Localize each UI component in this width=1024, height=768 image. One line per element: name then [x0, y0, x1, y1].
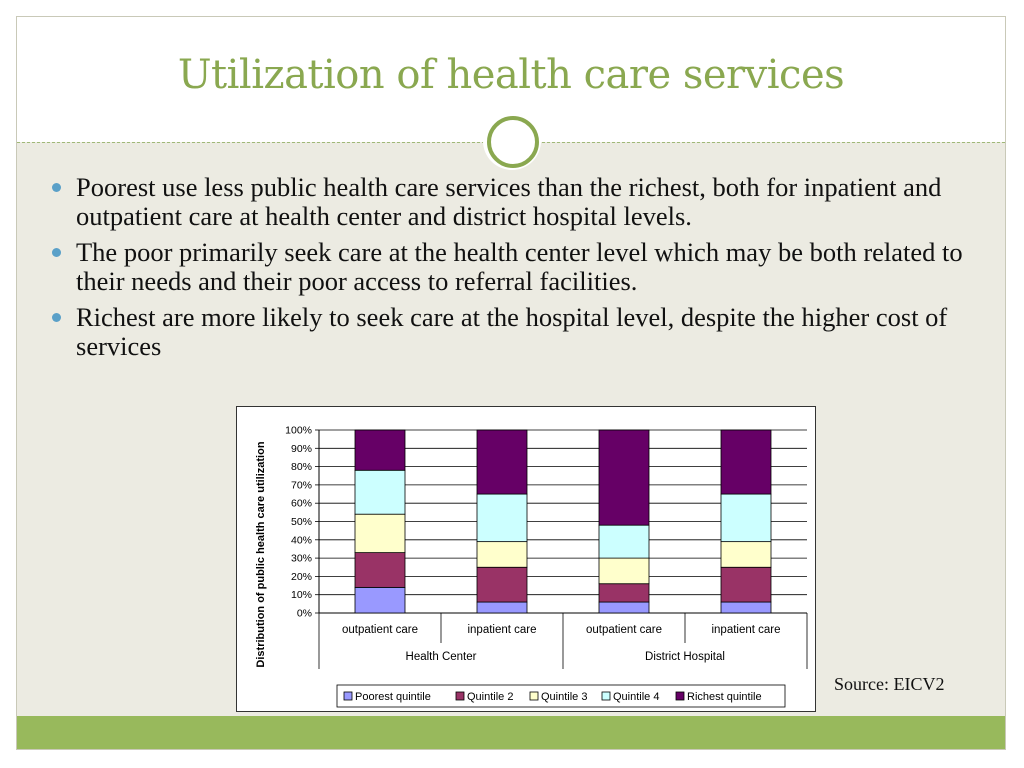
bar-segment — [599, 430, 649, 525]
slide-title: Utilization of health care services — [177, 52, 845, 98]
bar-segment — [355, 587, 405, 613]
bar-segment — [721, 567, 771, 602]
bullet-dot-icon — [52, 183, 61, 192]
bar-segment — [721, 602, 771, 613]
legend-swatch — [344, 692, 352, 700]
chart-container — [236, 406, 816, 712]
bar-segment — [355, 430, 405, 470]
bullet-text: The poor primarily seek care at the health center level which may be both related to their needs and their poor access to referral facilities. — [76, 237, 963, 296]
bullet-dot-icon — [52, 313, 61, 322]
legend-swatch — [602, 692, 610, 700]
bar-segment — [355, 470, 405, 514]
bar-segment — [477, 430, 527, 494]
bullet-list — [46, 173, 986, 368]
y-tick-label: 90% — [290, 442, 312, 455]
x-category-label: inpatient care — [467, 624, 537, 636]
bar-segment — [355, 553, 405, 588]
y-tick-label: 10% — [290, 589, 312, 602]
y-tick-label: 60% — [290, 497, 312, 510]
x-category-label: outpatient care — [341, 624, 419, 636]
bar-segment — [599, 558, 649, 584]
x-group-label: District Hospital — [645, 651, 725, 663]
legend-swatch — [676, 692, 684, 700]
bullet-text: Richest are more likely to seek care at the hospital level, despite the higher cost of services — [76, 302, 948, 361]
y-tick-label: 100% — [285, 424, 312, 437]
bar-segment — [721, 542, 771, 568]
bar-segment — [599, 584, 649, 602]
bar-segment — [477, 542, 527, 568]
y-tick-label: 30% — [290, 552, 312, 565]
y-axis-label: Distribution of public health care utilization — [255, 441, 267, 668]
bar-segment — [477, 567, 527, 602]
y-tick-label: 40% — [290, 534, 312, 547]
bar-segment — [477, 494, 527, 542]
divider-ring-icon — [487, 116, 539, 168]
legend-label: Richest quintile — [687, 691, 762, 703]
x-category-label: outpatient care — [585, 624, 663, 636]
bullet-dot-icon — [52, 248, 61, 257]
x-group-label: Health Center — [405, 651, 477, 663]
bullet-item — [46, 238, 986, 296]
bar-segment — [599, 602, 649, 613]
legend-swatch — [530, 692, 538, 700]
legend-label: Quintile 2 — [467, 691, 514, 703]
bar-segment — [599, 525, 649, 558]
legend-label: Quintile 3 — [541, 691, 588, 703]
legend-swatch — [456, 692, 464, 700]
y-tick-label: 50% — [290, 516, 312, 528]
bar-segment — [477, 602, 527, 613]
bullet-item — [46, 173, 986, 231]
y-tick-label: 80% — [290, 461, 312, 474]
legend-label: Poorest quintile — [355, 691, 431, 703]
bullet-text: Poorest use less public health care services than the richest, both for inpatient and outpatient care at health center and district hospital levels. — [76, 172, 942, 231]
x-category-label: inpatient care — [711, 624, 781, 636]
y-tick-label: 20% — [290, 570, 312, 583]
bar-segment — [721, 430, 771, 494]
bullet-item — [46, 303, 986, 361]
stacked-bar-chart — [237, 407, 815, 711]
legend-label: Quintile 4 — [613, 691, 660, 703]
bar-segment — [355, 514, 405, 552]
y-tick-label: 0% — [296, 607, 312, 620]
bar-segment — [721, 494, 771, 542]
source-note: Source: EICV2 — [834, 674, 945, 694]
footer-band — [17, 716, 1005, 749]
y-tick-label: 70% — [290, 479, 312, 492]
